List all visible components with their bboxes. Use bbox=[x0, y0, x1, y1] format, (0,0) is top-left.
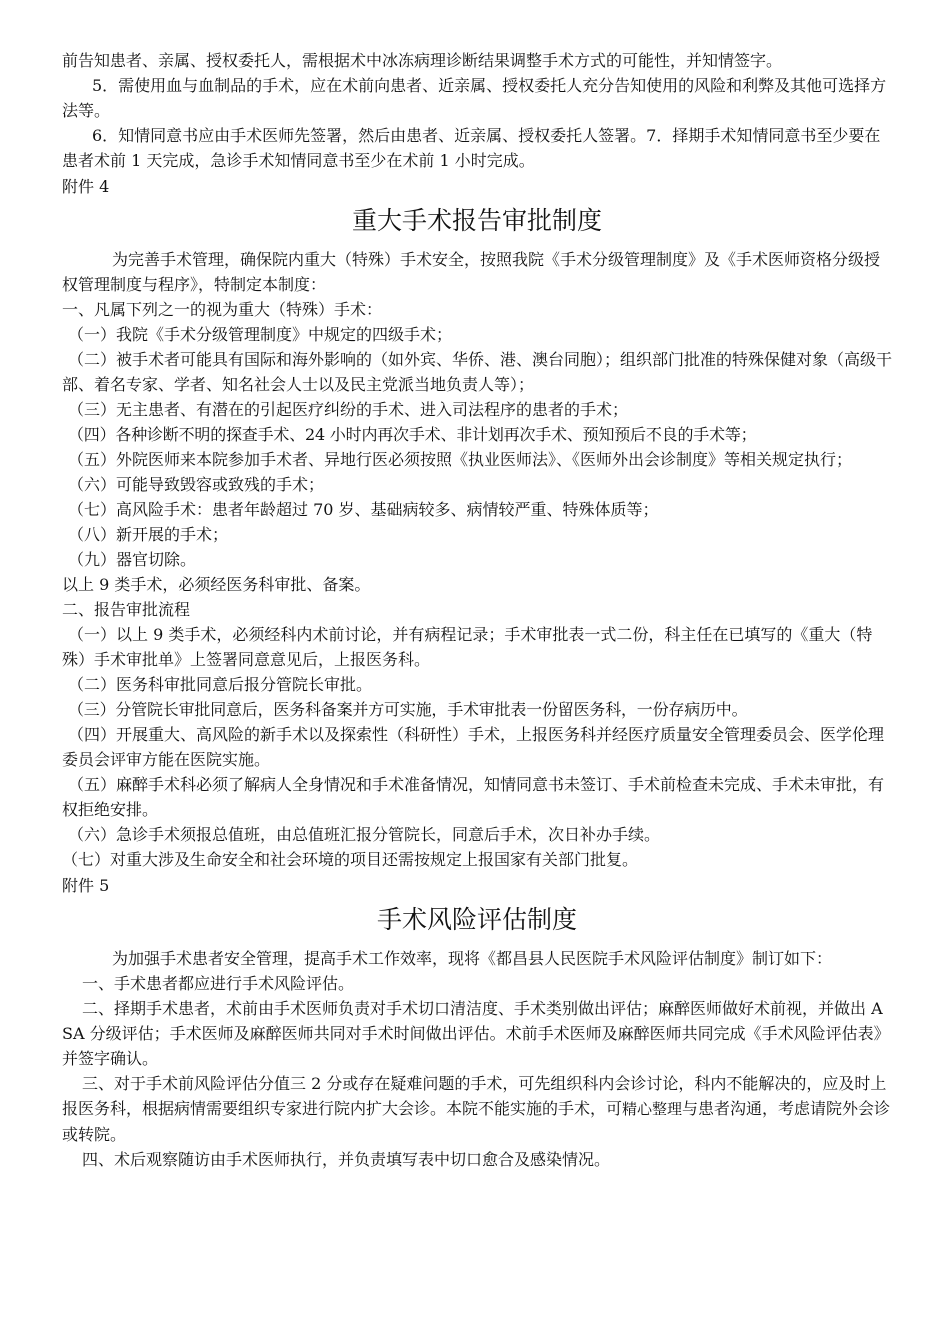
intro-paragraph-3: 6．知情同意书应由手术医师先签署，然后由患者、近亲属、授权委托人签署。7．择期手术知情同意书至少要在患者术前 1 天完成，急诊手术知情同意书至少在术前 1 小时完成。 bbox=[62, 126, 881, 170]
intro-paragraph-2: 5．需使用血与血制品的手术，应在术前向患者、近亲属、授权委托人充分告知使用的风险和利弊及其他可选择方法等。 bbox=[62, 76, 887, 120]
annex5-item-1: 一、手术患者都应进行手术风险评估。 bbox=[82, 974, 355, 993]
annex4-section1-item: （一）我院《手术分级管理制度》中规定的四级手术； bbox=[68, 325, 453, 344]
annex4-section1-heading: 一、凡属下列之一的视为重大（特殊）手术： bbox=[62, 300, 383, 319]
annex4-section1-item: （三）无主患者、有潜在的引起医疗纠纷的手术、进入司法程序的患者的手术； bbox=[68, 400, 629, 419]
annex4-section2-item: （七）对重大涉及生命安全和社会环境的项目还需按规定上报国家有关部门批复。 bbox=[62, 850, 639, 869]
annex4-section1-item: （六）可能导致毁容或致残的手术； bbox=[68, 475, 325, 494]
document-page bbox=[62, 48, 892, 1172]
annex4-section1-item: （二）被手术者可能具有国际和海外影响的（如外宾、华侨、港、澳台同胞）；组织部门批准的特殊保健对象（高级干部、着名专家、学者、知名社会人士以及民主党派当地负责人等）； bbox=[62, 350, 893, 394]
annex5-label: 附件 5 bbox=[62, 876, 110, 895]
annex4-section2-item: （一）以上 9 类手术，必须经科内术前讨论，并有病程记录；手术审批表一式二份，科主任在已填写的《重大（特殊）手术审批单》上签署同意意见后，上报医务科。 bbox=[62, 625, 873, 669]
annex4-section2-item: （三）分管院长审批同意后，医务科备案并方可实施，手术审批表一份留医务科，一份存病历中。 bbox=[68, 700, 748, 719]
annex4-section1-summary: 以上 9 类手术，必须经医务科审批、备案。 bbox=[62, 575, 371, 594]
annex5-item-3-tail: 与患者沟通，考虑请院外会诊或转院。 bbox=[62, 1099, 891, 1144]
annex5-item-3 bbox=[62, 1071, 892, 1147]
annex5-item-2: 二、择期手术患者，术前由手术医师负责对手术切口清洁度、手术类别做出评估；麻醉医师做好术前视，并做出 ASA 分级评估；手术医师及麻醉医师共同对手术时间做出评估。术前手术医师及麻醉医师共同完成《手术风险评估表》并签字确认。 bbox=[62, 999, 890, 1068]
annex4-label: 附件 4 bbox=[62, 177, 110, 196]
annex4-title: 重大手术报告审批制度 bbox=[351, 206, 602, 235]
annex4-section2-item: （二）医务科审批同意后报分管院长审批。 bbox=[68, 675, 373, 694]
annex4-section2-item: （四）开展重大、高风险的新手术以及探索性（科研性）手术，上报医务科并经医疗质量安全管理委员会、医学伦理委员会评审方能在医院实施。 bbox=[62, 725, 885, 769]
annex4-section1-item: （七）高风险手术：患者年龄超过 70 岁、基础病较多、病情较严重、特殊体质等； bbox=[68, 500, 659, 519]
annex4-intro: 为完善手术管理，确保院内重大（特殊）手术安全，按照我院《手术分级管理制度》及《手术医师资格分级授权管理制度与程序》，特制定本制度： bbox=[62, 250, 881, 294]
annex4-section1-item: （四）各种诊断不明的探查手术、24 小时内再次手术、非计划再次手术、预知预后不良的手术等； bbox=[68, 425, 757, 444]
annex5-title: 手术风险评估制度 bbox=[376, 905, 577, 934]
annex5-item-3-small: 精心整理 bbox=[622, 1100, 683, 1118]
annex4-section2-heading: 二、报告审批流程 bbox=[62, 600, 191, 619]
annex4-section1-item: （八）新开展的手术； bbox=[68, 525, 229, 544]
annex5-intro: 为加强手术患者安全管理，提高手术工作效率，现将《都昌县人民医院手术风险评估制度》制订如下： bbox=[112, 949, 833, 968]
annex4-section2-item: （六）急诊手术须报总值班，由总值班汇报分管院长，同意后手术，次日补办手续。 bbox=[68, 825, 661, 844]
annex4-section1-item: （五）外院医师来本院参加手术者、异地行医必须按照《执业医师法》、《医师外出会诊制度》等相关规定执行； bbox=[68, 450, 853, 469]
annex4-section1-item: （九）器官切除。 bbox=[68, 550, 197, 569]
annex4-section2-item: （五）麻醉手术科必须了解病人全身情况和手术准备情况，知情同意书未签订、手术前检查未完成、手术未审批，有权拒绝安排。 bbox=[62, 775, 885, 819]
annex5-item-4: 四、术后观察随访由手术医师执行，并负责填写表中切口愈合及感染情况。 bbox=[82, 1150, 611, 1169]
intro-paragraph-1: 前告知患者、亲属、授权委托人，需根据术中冰冻病理诊断结果调整手术方式的可能性，并知情签字。 bbox=[62, 51, 783, 70]
annex5-item-3-main: 三、对于手术前风险评估分值三 2 分或存在疑难问题的手术，可先组织科内会诊讨论，科内不能解决的，应及时上报医务科，根据病情需要组织专家进行院内扩大会诊。本院不能实施的手术，可 bbox=[62, 1074, 887, 1118]
